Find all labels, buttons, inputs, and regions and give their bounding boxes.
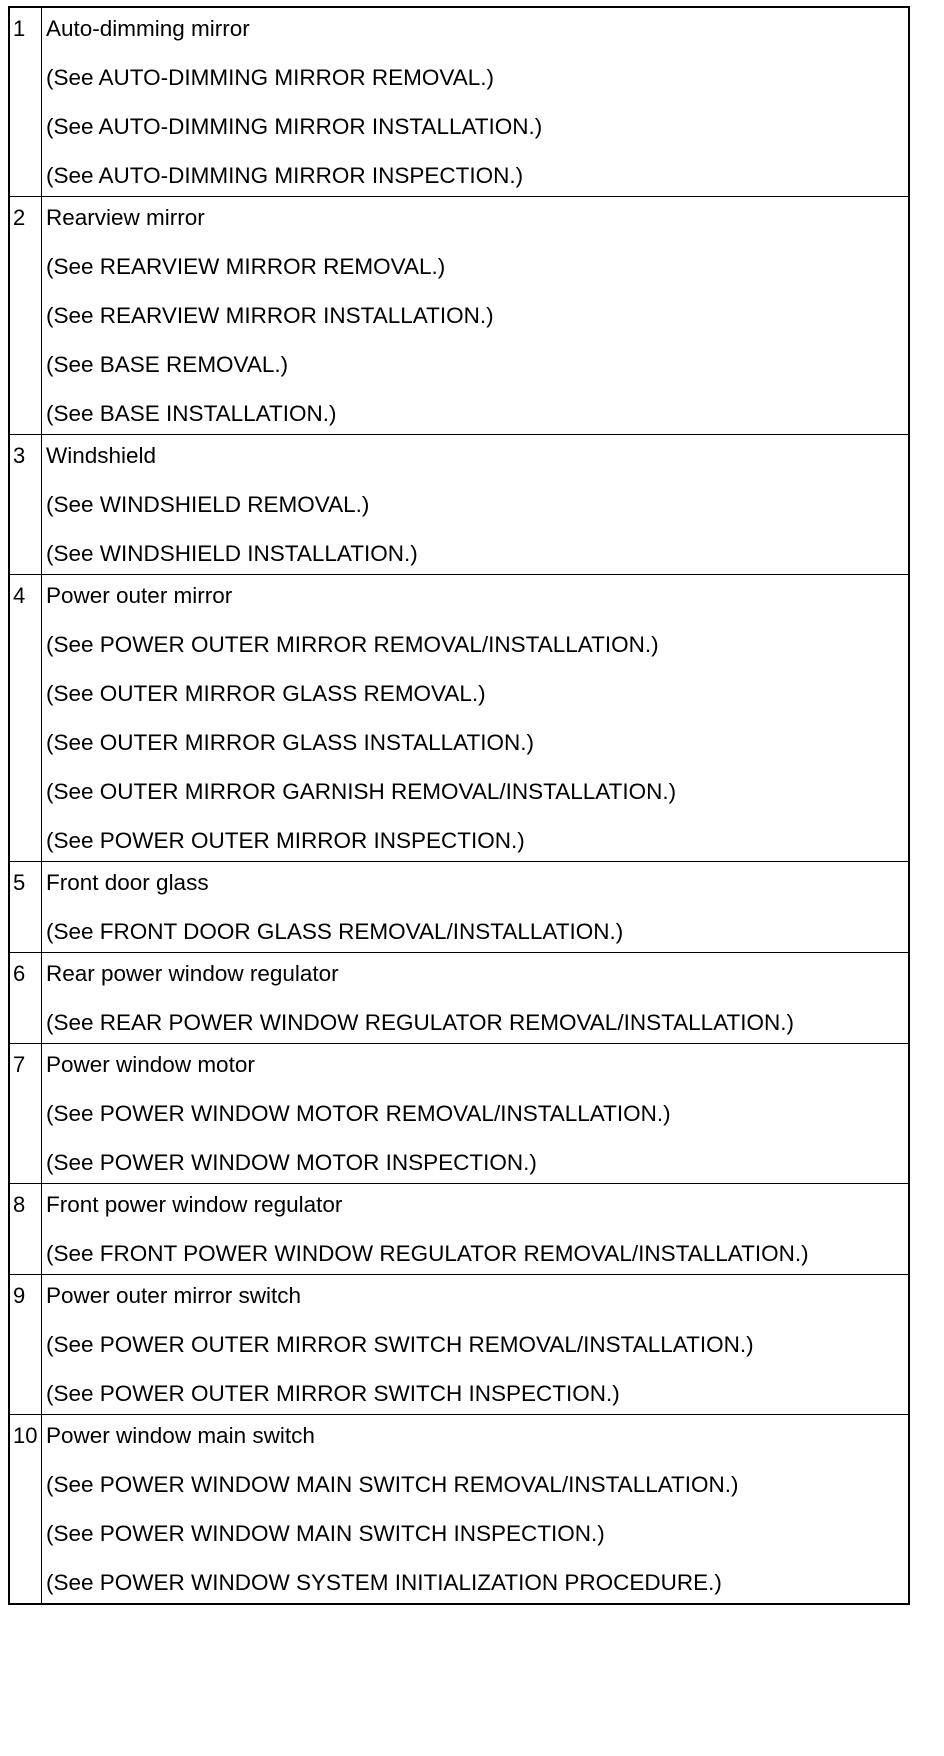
table-row: [10, 574, 908, 861]
row-number: 3: [10, 435, 42, 574]
component-title: Power outer mirror: [46, 583, 233, 608]
procedure-reference[interactable]: (See AUTO-DIMMING MIRROR INSTALLATION.): [46, 114, 543, 139]
procedure-reference[interactable]: (See WINDSHIELD INSTALLATION.): [46, 541, 418, 566]
component-title: Power window main switch: [46, 1423, 315, 1448]
component-title: Rear power window regulator: [46, 961, 339, 986]
procedure-reference[interactable]: (See FRONT POWER WINDOW REGULATOR REMOVAL/INSTALLATION.): [46, 1241, 809, 1266]
row-number: 1: [10, 8, 42, 196]
table-row: [10, 434, 908, 574]
component-title: Power window motor: [46, 1052, 255, 1077]
component-title: Rearview mirror: [46, 205, 205, 230]
procedure-reference[interactable]: (See BASE INSTALLATION.): [46, 401, 337, 426]
table-row: [10, 1043, 908, 1183]
procedure-reference[interactable]: (See POWER OUTER MIRROR REMOVAL/INSTALLATION.): [46, 632, 659, 657]
row-content: [42, 953, 908, 1043]
procedure-reference[interactable]: (See REARVIEW MIRROR INSTALLATION.): [46, 303, 494, 328]
procedure-reference[interactable]: (See FRONT DOOR GLASS REMOVAL/INSTALLATION.): [46, 919, 624, 944]
component-title: Power outer mirror switch: [46, 1283, 302, 1308]
component-reference-table: [8, 6, 910, 1605]
procedure-reference[interactable]: (See OUTER MIRROR GARNISH REMOVAL/INSTALLATION.): [46, 779, 677, 804]
row-content: [42, 862, 908, 952]
table-row: [10, 1414, 908, 1603]
procedure-reference[interactable]: (See POWER WINDOW MAIN SWITCH INSPECTION.): [46, 1521, 605, 1546]
row-content: [42, 1184, 908, 1274]
procedure-reference[interactable]: (See POWER OUTER MIRROR SWITCH REMOVAL/INSTALLATION.): [46, 1332, 754, 1357]
row-content: [42, 1415, 908, 1603]
procedure-reference[interactable]: (See REARVIEW MIRROR REMOVAL.): [46, 254, 446, 279]
row-number: 6: [10, 953, 42, 1043]
component-title: Windshield: [46, 443, 157, 468]
table-row: [10, 8, 908, 196]
row-number: 8: [10, 1184, 42, 1274]
procedure-reference[interactable]: (See OUTER MIRROR GLASS INSTALLATION.): [46, 730, 535, 755]
procedure-reference[interactable]: (See WINDSHIELD REMOVAL.): [46, 492, 370, 517]
row-content: [42, 1044, 908, 1183]
table-row: [10, 1274, 908, 1414]
procedure-reference[interactable]: (See OUTER MIRROR GLASS REMOVAL.): [46, 681, 486, 706]
table-row: [10, 1183, 908, 1274]
row-number: 9: [10, 1275, 42, 1414]
procedure-reference[interactable]: (See BASE REMOVAL.): [46, 352, 289, 377]
row-content: [42, 8, 908, 196]
procedure-reference[interactable]: (See POWER OUTER MIRROR INSPECTION.): [46, 828, 525, 853]
table-row: [10, 861, 908, 952]
row-content: [42, 1275, 908, 1414]
procedure-reference[interactable]: (See POWER WINDOW MAIN SWITCH REMOVAL/INSTALLATION.): [46, 1472, 739, 1497]
table-row: [10, 952, 908, 1043]
procedure-reference[interactable]: (See POWER WINDOW MOTOR REMOVAL/INSTALLATION.): [46, 1101, 671, 1126]
row-content: [42, 435, 908, 574]
row-content: [42, 197, 908, 434]
procedure-reference[interactable]: (See AUTO-DIMMING MIRROR REMOVAL.): [46, 65, 494, 90]
row-content: [42, 575, 908, 861]
row-number: 7: [10, 1044, 42, 1183]
procedure-reference[interactable]: (See AUTO-DIMMING MIRROR INSPECTION.): [46, 163, 524, 188]
procedure-reference[interactable]: (See POWER OUTER MIRROR SWITCH INSPECTION.): [46, 1381, 620, 1406]
procedure-reference[interactable]: (See POWER WINDOW MOTOR INSPECTION.): [46, 1150, 537, 1175]
row-number: 10: [10, 1415, 42, 1603]
component-title: Auto-dimming mirror: [46, 16, 250, 41]
procedure-reference[interactable]: (See POWER WINDOW SYSTEM INITIALIZATION PROCEDURE.): [46, 1570, 722, 1595]
procedure-reference[interactable]: (See REAR POWER WINDOW REGULATOR REMOVAL/INSTALLATION.): [46, 1010, 795, 1035]
row-number: 4: [10, 575, 42, 861]
row-number: 5: [10, 862, 42, 952]
component-title: Front power window regulator: [46, 1192, 343, 1217]
table-row: [10, 196, 908, 434]
row-number: 2: [10, 197, 42, 434]
component-title: Front door glass: [46, 870, 209, 895]
